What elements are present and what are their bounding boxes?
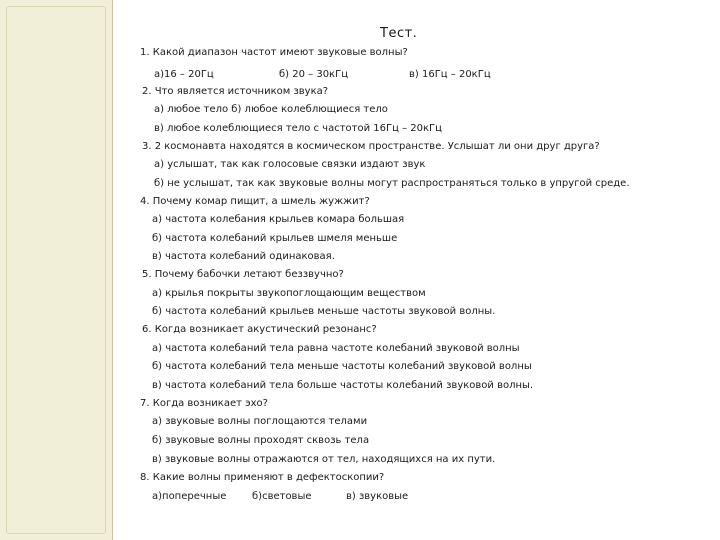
question-2: 2. Что является источником звука? bbox=[142, 86, 329, 97]
answer-7c: в) звуковые волны отражаются от тел, находящихся на их пути. bbox=[152, 454, 496, 465]
answer-1c: в) 16Гц – 20кГц bbox=[409, 69, 491, 80]
answer-4c: в) частота колебаний одинаковая. bbox=[152, 251, 335, 262]
answer-1b: б) 20 – 30кГц bbox=[279, 69, 348, 80]
answer-row bbox=[154, 68, 491, 81]
answer-3a: а) услышат, так как голосовые связки издают звук bbox=[154, 159, 426, 170]
page-title: Тест. bbox=[380, 26, 418, 41]
answer-1a: а)16 – 20Гц bbox=[154, 69, 214, 80]
answer-2ab: а) любое тело б) любое колеблющиеся тело bbox=[154, 104, 388, 115]
answer-8c: в) звуковые bbox=[346, 491, 409, 502]
answer-7a: а) звуковые волны поглощаются телами bbox=[152, 416, 368, 427]
answer-5a: а) крылья покрыты звукопоглощающим веществом bbox=[152, 288, 426, 299]
answer-6b: б) частота колебаний тела меньше частоты колебаний звуковой волны bbox=[152, 361, 532, 372]
question-3: 3. 2 космонавта находятся в космическом пространстве. Услышат ли они друг друга? bbox=[142, 141, 600, 152]
answer-6c: в) частота колебаний тела больше частоты колебаний звуковой волны. bbox=[152, 380, 534, 391]
answer-4b: б) частота колебаний крыльев шмеля меньше bbox=[152, 233, 398, 244]
question-5: 5. Почему бабочки летают беззвучно? bbox=[142, 269, 344, 280]
answer-2c: в) любое колеблющиеся тело с частотой 16Гц – 20кГц bbox=[154, 123, 442, 134]
answer-row bbox=[152, 490, 408, 503]
question-7: 7. Когда возникает эхо? bbox=[140, 398, 268, 409]
question-8: 8. Какие волны применяют в дефектоскопии? bbox=[140, 472, 385, 483]
answer-4a: а) частота колебания крыльев комара большая bbox=[152, 214, 405, 225]
question-6: 6. Когда возникает акустический резонанс? bbox=[142, 324, 377, 335]
answer-8a: а)поперечные bbox=[152, 491, 227, 502]
question-1: 1. Какой диапазон частот имеют звуковые волны? bbox=[140, 47, 408, 58]
answer-5b: б) частота колебаний крыльев меньше частоты звуковой волны. bbox=[152, 306, 496, 317]
question-4: 4. Почему комар пищит, а шмель жужжит? bbox=[140, 196, 370, 207]
answer-8b: б)световые bbox=[252, 491, 312, 502]
answer-6a: а) частота колебаний тела равна частоте колебаний звуковой волны bbox=[152, 343, 520, 354]
answer-3b: б) не услышат, так как звуковые волны могут распространяться только в упругой среде. bbox=[154, 178, 630, 189]
answer-7b: б) звуковые волны проходят сквозь тела bbox=[152, 435, 370, 446]
